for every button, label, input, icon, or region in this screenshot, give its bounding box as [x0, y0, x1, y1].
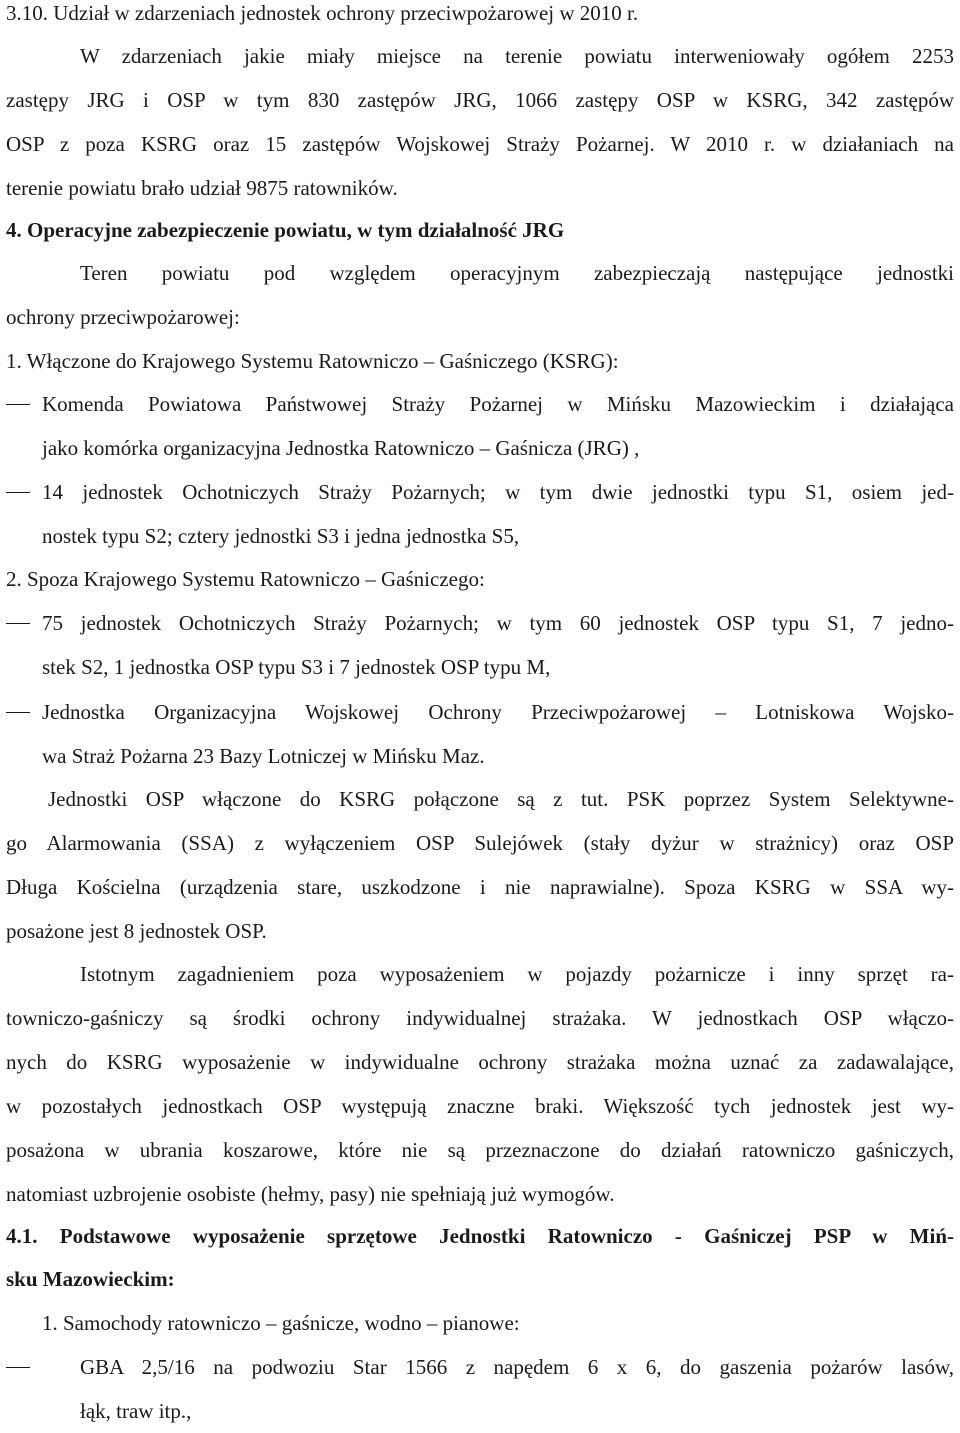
list-item-line: stek S2, 1 jednostka OSP typu S3 i 7 jednostek OSP typu M, — [42, 655, 551, 679]
paragraph-line: posażona w ubrania koszarowe, które nie są przeznaczone do działań ratowniczo gaśniczych, — [6, 1138, 954, 1162]
dash-bullet — [6, 470, 30, 514]
paragraph-line: OSP z poza KSRG oraz 15 zastępów Wojskowej Straży Pożarnej. W 2010 r. w działaniach na — [6, 132, 954, 156]
paragraph-line: natomiast uzbrojenie osobiste (hełmy, pasy) nie spełniają już wymogów. — [6, 1182, 615, 1206]
paragraph-line: ochrony przeciwpożarowej: — [6, 305, 240, 329]
paragraph-line: Teren powiatu pod względem operacyjnym zabezpieczają następujące jednostki — [80, 261, 954, 285]
paragraph-line: nych do KSRG wyposażenie w indywidualne ochrony strażaka można uznać za zadawalające, — [6, 1050, 954, 1074]
paragraph-line: go Alarmowania (SSA) z wyłączeniem OSP Sulejówek (stały dyżur w strażnicy) oraz OSP — [6, 831, 954, 855]
list-item-line: łąk, traw itp., — [80, 1399, 192, 1423]
dash-bullet — [6, 382, 30, 426]
paragraph-line: W zdarzeniach jakie miały miejsce na terenie powiatu interweniowały ogółem 2253 — [80, 44, 954, 68]
paragraph-line: towniczo-gaśniczy są środki ochrony indywidualnej strażaka. W jednostkach OSP włączo- — [6, 1006, 954, 1030]
list-item-line: 75 jednostek Ochotniczych Straży Pożarnych; w tym 60 jednostek OSP typu S1, 7 jedno- — [42, 611, 954, 635]
list-heading-non-ksrg: 2. Spoza Krajowego Systemu Ratowniczo – Gaśniczego: — [6, 567, 485, 591]
paragraph-line: w pozostałych jednostkach OSP występują znaczne braki. Większość tych jednostek jest wy- — [6, 1094, 954, 1118]
paragraph-line: Jednostki OSP włączone do KSRG połączone są z tut. PSK poprzez System Selektywne- — [48, 787, 954, 811]
list-item-line: jako komórka organizacyjna Jednostka Ratowniczo – Gaśnicza (JRG) , — [42, 436, 640, 460]
list-item-line: 14 jednostek Ochotniczych Straży Pożarnych; w tym dwie jednostki typu S1, osiem jed- — [42, 480, 954, 504]
list-item-line: wa Straż Pożarna 23 Bazy Lotniczej w Mińsku Maz. — [42, 744, 485, 768]
section-heading-4-1: 4.1. Podstawowe wyposażenie sprzętowe Jednostki Ratowniczo - Gaśniczej PSP w Miń- — [6, 1224, 954, 1248]
section-heading-3-10: 3.10. Udział w zdarzeniach jednostek ochrony przeciwpożarowej w 2010 r. — [6, 1, 639, 25]
list-item-line: Komenda Powiatowa Państwowej Straży Pożarnej w Mińsku Mazowieckim i działająca — [42, 392, 954, 416]
numbered-list-item: 1. Samochody ratowniczo – gaśnicze, wodno – pianowe: — [42, 1311, 520, 1335]
dash-bullet — [6, 1345, 30, 1389]
list-item-line: GBA 2,5/16 na podwoziu Star 1566 z napędem 6 x 6, do gaszenia pożarów lasów, — [80, 1355, 954, 1379]
section-heading-4: 4. Operacyjne zabezpieczenie powiatu, w tym działalność JRG — [6, 218, 565, 242]
section-heading-4-1-cont: sku Mazowieckim: — [6, 1267, 175, 1291]
paragraph-line: posażone jest 8 jednostek OSP. — [6, 919, 267, 943]
paragraph-line: Istotnym zagadnieniem poza wyposażeniem w pojazdy pożarnicze i inny sprzęt ra- — [80, 962, 954, 986]
list-item-line: nostek typu S2; cztery jednostki S3 i jedna jednostka S5, — [42, 524, 520, 548]
list-heading-ksrg: 1. Włączone do Krajowego Systemu Ratowniczo – Gaśniczego (KSRG): — [6, 349, 619, 373]
paragraph-line: Długa Kościelna (urządzenia stare, uszkodzone i nie naprawialne). Spoza KSRG w SSA wy- — [6, 875, 954, 899]
dash-bullet — [6, 601, 30, 645]
paragraph-line: zastępy JRG i OSP w tym 830 zastępów JRG, 1066 zastępy OSP w KSRG, 342 zastępów — [6, 88, 954, 112]
dash-bullet — [6, 690, 30, 734]
paragraph-line: terenie powiatu brało udział 9875 ratowników. — [6, 176, 398, 200]
list-item-line: Jednostka Organizacyjna Wojskowej Ochrony Przeciwpożarowej – Lotniskowa Wojsko- — [42, 700, 954, 724]
